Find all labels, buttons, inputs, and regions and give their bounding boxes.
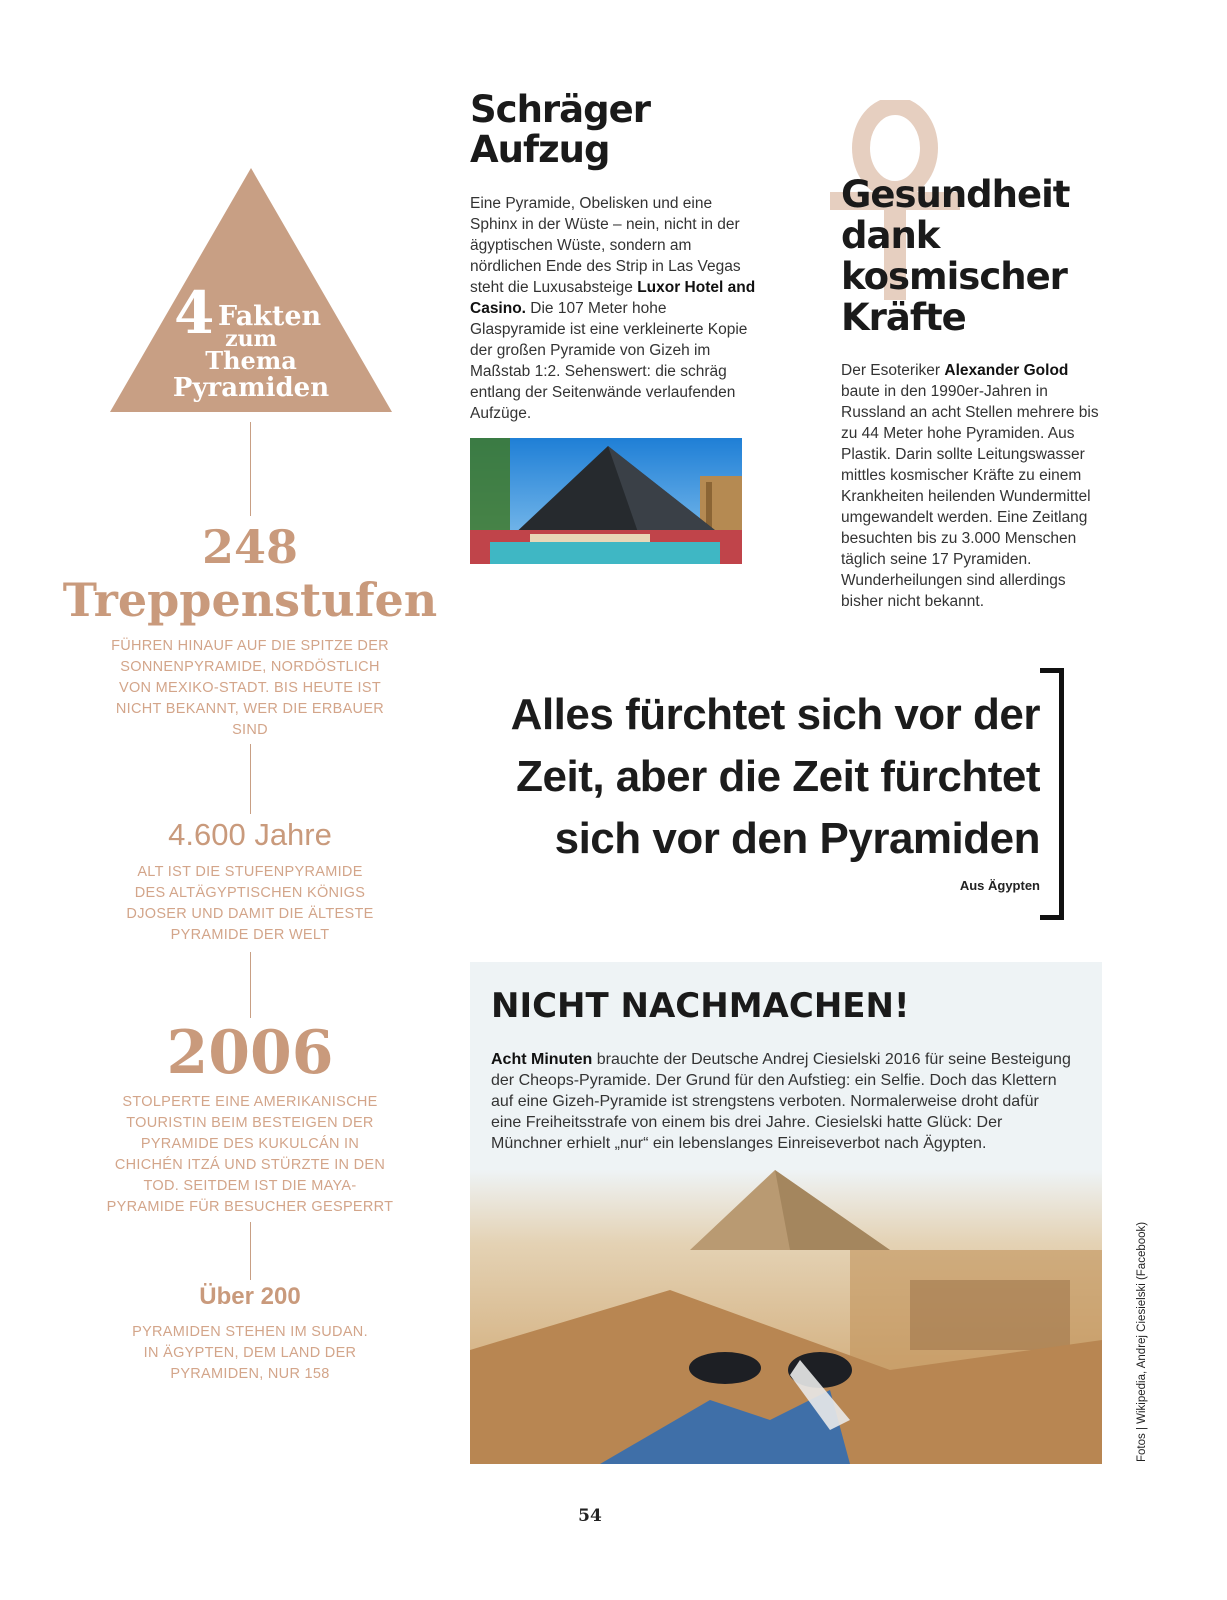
article2-title — [841, 174, 1069, 338]
article1-text-bold: Luxor Hotel and Casino. — [470, 279, 756, 317]
divider-line — [250, 744, 251, 814]
article1-title-line: Schräger — [470, 88, 650, 131]
fact-title: 4.600 Jahre — [168, 817, 332, 852]
fact-title: 2006 — [166, 1018, 334, 1088]
box-title: NICHT NACHMACHEN! — [491, 986, 910, 1026]
fact-jahre — [100, 816, 400, 946]
article1-text: Eine Pyramide, Obelisken und eine Sphinx in der Wüste – nein, nicht in der ägyptischen Wüste, sondern am nördlichen Ende des Strip in Las Vegas steht die Luxusabsteige Luxor Hotel and Casino. Die 107 Meter hohe Glaspyramide ist eine verkleinerte Kopie der großen Pyramide von Gizeh im Maßstab 1:2. Sehenswert: die schräg entlang der Seitenwände verlaufenden Aufzüge. — [470, 195, 756, 422]
article2-title-line: Gesundheit — [841, 173, 1070, 216]
fact-text: STOLPERTE EINE AMERIKANISCHE TOURISTIN BEIM BESTEIGEN DER PYRAMIDE DES KUKULCÁN IN CHICHÉN ITZÁ UND STÜRZTE IN DEN TOD. SEITDEM IST DIE MAYA-PYRAMIDE FÜR BESUCHER GESPERRT — [106, 1094, 394, 1215]
fact-2006 — [100, 1020, 400, 1218]
quote-bracket-top — [1040, 668, 1064, 673]
fact-text: ALT IST DIE STUFENPYRAMIDE DES ALTÄGYPTISCHEN KÖNIGS DJOSER UND DAMIT DIE ÄLTESTE PYRAMIDE DER WELT — [126, 864, 374, 943]
box-text-bold: Acht Minuten — [491, 1051, 593, 1068]
pull-quote-line: sich vor den Pyramiden — [554, 814, 1040, 863]
page-number: 54 — [578, 1506, 602, 1526]
box-text: Acht Minuten brauchte der Deutsche Andrej Ciesielski 2016 für seine Besteigung der Cheops-Pyramide. Der Grund für den Aufstieg: ein Selfie. Doch das Klettern auf eine Gizeh-Pyramide ist strengstens verboten. Normalerweise droht dafür eine Freiheitsstrafe von einem bis drei Jahre. Ciesielski hatte Glück: Der Münchner erhielt „nur“ ein lebenslanges Einreiseverbot nach Ägypten. — [491, 1051, 1071, 1152]
pull-quote — [440, 684, 1040, 870]
fact-text: PYRAMIDEN STEHEN IM SUDAN. IN ÄGYPTEN, DEM LAND DER PYRAMIDEN, NUR 158 — [132, 1324, 368, 1382]
divider-line — [250, 1222, 251, 1280]
triangle-line-3: Thema — [205, 346, 297, 375]
article1-title-line: Aufzug — [470, 128, 610, 171]
triangle-line-4: Pyramiden — [172, 373, 330, 403]
article2-title-line: Kräfte — [841, 296, 966, 339]
divider-line — [250, 422, 251, 516]
photo-credit: Fotos | Wikipedia, Andrej Ciesielski (Facebook) — [1136, 1221, 1148, 1462]
article2-title-line: kosmischer — [841, 255, 1067, 298]
quote-source: Aus Ägypten — [959, 878, 1040, 893]
divider-line — [250, 952, 251, 1018]
quote-bracket — [1059, 668, 1064, 920]
fact-text: FÜHREN HINAUF AUF DIE SPITZE DER SONNENPYRAMIDE, NORDÖSTLICH VON MEXIKO-STADT. BIS HEUTE IST NICHT BEKANNT, WER DIE ERBAUER SIND — [111, 638, 389, 738]
cheops-photo — [470, 1170, 1102, 1464]
quote-bracket-bottom — [1040, 915, 1064, 920]
fact-number: 248 — [201, 520, 299, 574]
pull-quote-line: Alles fürchtet sich vor der — [510, 690, 1040, 739]
article2-text-bold: Alexander Golod — [944, 362, 1069, 379]
article2-title-line: dank — [841, 214, 940, 257]
triangle-line-2: zum — [225, 326, 277, 352]
triangle-line-1: Fakten — [218, 301, 322, 332]
article2-text: Der Esoteriker Alexander Golod baute in den 1990er-Jahren in Russland an acht Stellen mehrere bis zu 44 Meter hohe Pyramiden. Aus Plastik. Darin sollte Leitungswasser mittles kosmischer Kräfte zu einem Krankheiten heilenden Wundermittel umgewandelt werden. Eine Zeitlang besuchten bis zu 3.000 Menschen täglich seine 17 Pyramiden. Wunderheilungen sind allerdings bisher nicht bekannt. — [841, 362, 1099, 610]
nicht-nachmachen-box — [470, 962, 1102, 1464]
luxor-photo — [470, 438, 742, 564]
pull-quote-line: Zeit, aber die Zeit fürchtet — [516, 752, 1040, 801]
fact-title: Über 200 — [199, 1283, 301, 1310]
fact-treppenstufen — [50, 520, 450, 741]
fact-ueber-200 — [100, 1282, 400, 1385]
triangle-number: 4 — [174, 279, 215, 347]
article1-title — [470, 90, 650, 170]
fact-title: Treppenstufen — [62, 573, 438, 627]
